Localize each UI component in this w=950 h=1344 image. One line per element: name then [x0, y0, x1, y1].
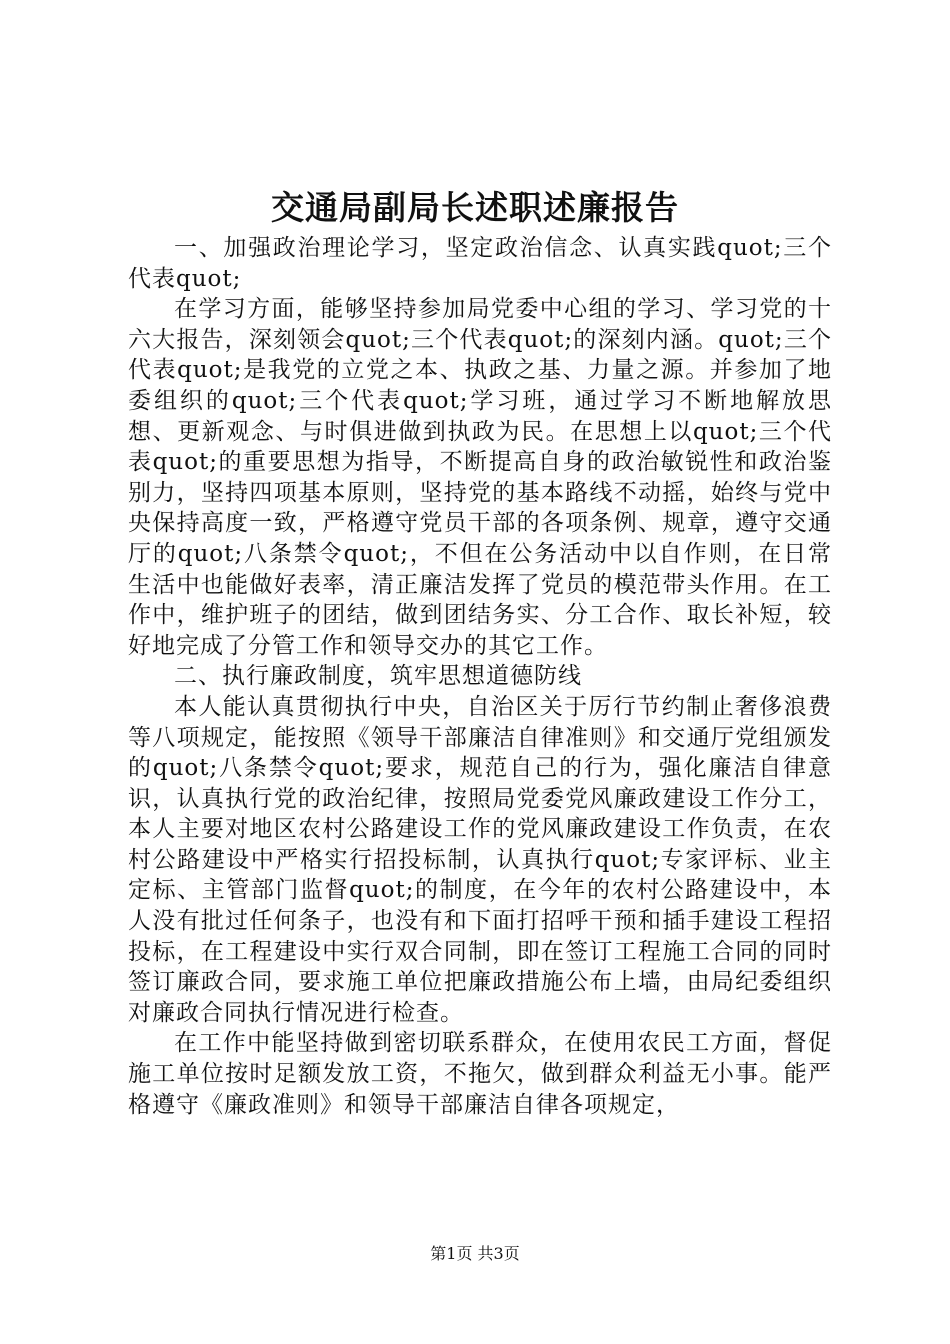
document-body — [128, 233, 832, 1120]
body-paragraph-2: 本人能认真贯彻执行中央，自治区关于厉行节约制止奢侈浪费等八项规定，能按照《领导干部廉洁自律准则》和交通厅党组颁发的quot;八条禁令quot;要求，规范自己的行为，强化廉洁自律意识，认真执行党的政治纪律，按照局党委党风廉政建设工作分工，本人主要对地区农村公路建设工作的党风廉政建设工作负责，在农村公路建设中严格实行招投标制，认真执行quot;专家评标、业主定标、主管部门监督quot;的制度，在今年的农村公路建设中，本人没有批过任何条子，也没有和下面打招呼干预和插手建设工程招投标，在工程建设中实行双合同制，即在签订工程施工合同的同时签订廉政合同，要求施工单位把廉政措施公布上墙，由局纪委组织对廉政合同执行情况进行检查。 — [128, 693, 832, 1026]
body-paragraph-1: 在学习方面，能够坚持参加局党委中心组的学习、学习党的十六大报告，深刻领会quot;三个代表quot;的深刻内涵。quot;三个代表quot;是我党的立党之本、执政之基、力量之源。并参加了地委组织的quot;三个代表quot;学习班，通过学习不断地解放思想、更新观念、与时俱进做到执政为民。在思想上以quot;三个代表quot;的重要思想为指导，不断提高自身的政治敏锐性和政治鉴别力，坚持四项基本原则，坚持党的基本路线不动摇，始终与党中央保持高度一致，严格遵守党员干部的各项条例、规章，遵守交通厅的quot;八条禁令quot;，不但在公务活动中以自作则，在日常生活中也能做好表率，清正廉洁发挥了党员的模范带头作用。在工作中，维护班子的团结，做到团结务实、分工合作、取长补短，较好地完成了分管工作和领导交办的其它工作。 — [128, 296, 832, 659]
body-paragraph-3: 在工作中能坚持做到密切联系群众，在使用农民工方面，督促施工单位按时足额发放工资，不拖欠，做到群众利益无小事。能严格遵守《廉政准则》和领导干部廉洁自律各项规定， — [128, 1030, 832, 1118]
section-heading-1: 一、加强政治理论学习，坚定政治信念、认真实践quot;三个代表quot; — [128, 235, 832, 292]
page-number-footer: 第1页 共3页 — [430, 1244, 520, 1263]
document-title: 交通局副局长述职述廉报告 — [271, 188, 679, 227]
section-heading-2: 二、执行廉政制度，筑牢思想道德防线 — [174, 663, 582, 690]
